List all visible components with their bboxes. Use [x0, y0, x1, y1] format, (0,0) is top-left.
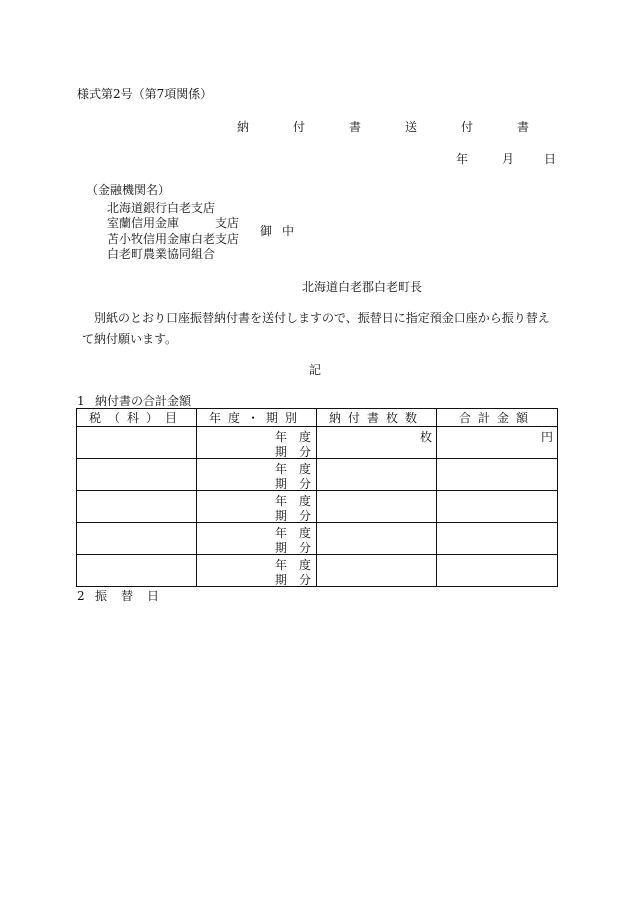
table-row	[77, 459, 558, 491]
section-1-heading	[77, 392, 191, 409]
sender-name: 北海道白老郡白老町長	[302, 280, 423, 294]
date-month: 月	[502, 152, 515, 166]
date-year: 年	[456, 152, 469, 166]
fiscal-period-cell[interactable]	[197, 491, 323, 523]
table-row	[77, 523, 558, 555]
bank-name: 北海道銀行白老支店	[107, 201, 216, 215]
total-amount-cell[interactable]	[437, 427, 558, 459]
date-line	[456, 150, 556, 167]
honorific: 御中	[260, 224, 305, 238]
total-amount-cell[interactable]	[437, 491, 558, 523]
table-row	[77, 555, 558, 587]
bank-name: 苫小牧信用金庫白老支店	[107, 232, 240, 246]
year-label: 年度	[274, 494, 323, 508]
period-label: 期分	[274, 541, 323, 555]
slip-count-cell[interactable]	[317, 459, 437, 491]
fiscal-period-cell[interactable]	[197, 523, 323, 555]
fiscal-period-cell[interactable]	[197, 555, 323, 587]
header-tax-item: 税（科）目	[77, 409, 197, 427]
ki-heading: 記	[309, 363, 322, 377]
bank-branch-suffix: 支店	[215, 216, 240, 230]
tax-item-cell[interactable]	[77, 523, 197, 555]
header-total-amount: 合計金額	[437, 409, 558, 427]
count-unit: 枚	[419, 430, 432, 444]
section-number: 2	[77, 589, 85, 603]
total-amount-cell[interactable]	[437, 555, 558, 587]
slip-count-cell[interactable]	[317, 427, 437, 459]
year-label: 年度	[274, 558, 323, 572]
fiscal-period-cell[interactable]	[197, 459, 323, 491]
header-slip-count: 納付書枚数	[317, 409, 437, 427]
period-label: 期分	[274, 573, 323, 587]
form-number: 様式第2号（第7項関係）	[77, 87, 213, 101]
body-text: 別紙のとおり口座振替納付書を送付しますので、振替日に指定預金口座から振り替えて納付願います。	[82, 311, 550, 346]
slip-count-cell[interactable]	[317, 555, 437, 587]
section-2-heading	[77, 587, 173, 604]
year-label: 年度	[274, 526, 323, 540]
table-header-row	[77, 409, 558, 427]
section-label: 納付書の合計金額	[95, 394, 192, 408]
section-number: 1	[77, 394, 85, 408]
bank-name: 白老町農業協同組合	[107, 247, 216, 261]
period-label: 期分	[274, 477, 323, 491]
header-fiscal-period: 年度・期別	[197, 409, 317, 427]
tax-item-cell[interactable]	[77, 427, 197, 459]
document-title: 納 付 書 送 付 書	[237, 120, 546, 134]
total-amount-cell[interactable]	[437, 523, 558, 555]
bank-name-prefix: 室蘭信用金庫	[107, 216, 180, 230]
section-label: 振替日	[95, 589, 174, 603]
year-label: 年度	[274, 430, 323, 444]
total-amount-cell[interactable]	[437, 459, 558, 491]
fiscal-period-cell[interactable]	[197, 427, 323, 459]
slip-count-cell[interactable]	[317, 491, 437, 523]
year-label: 年度	[274, 462, 323, 476]
amount-unit: 円	[540, 430, 553, 444]
addressee-heading: （金融機関名）	[86, 183, 171, 197]
tax-item-cell[interactable]	[77, 555, 197, 587]
table-row	[77, 491, 558, 523]
summary-table	[76, 408, 558, 587]
date-day: 日	[544, 152, 557, 166]
tax-item-cell[interactable]	[77, 491, 197, 523]
period-label: 期分	[274, 509, 323, 523]
period-label: 期分	[274, 445, 323, 459]
table-row	[77, 427, 558, 459]
tax-item-cell[interactable]	[77, 459, 197, 491]
slip-count-cell[interactable]	[317, 523, 437, 555]
bank-name	[107, 214, 239, 231]
